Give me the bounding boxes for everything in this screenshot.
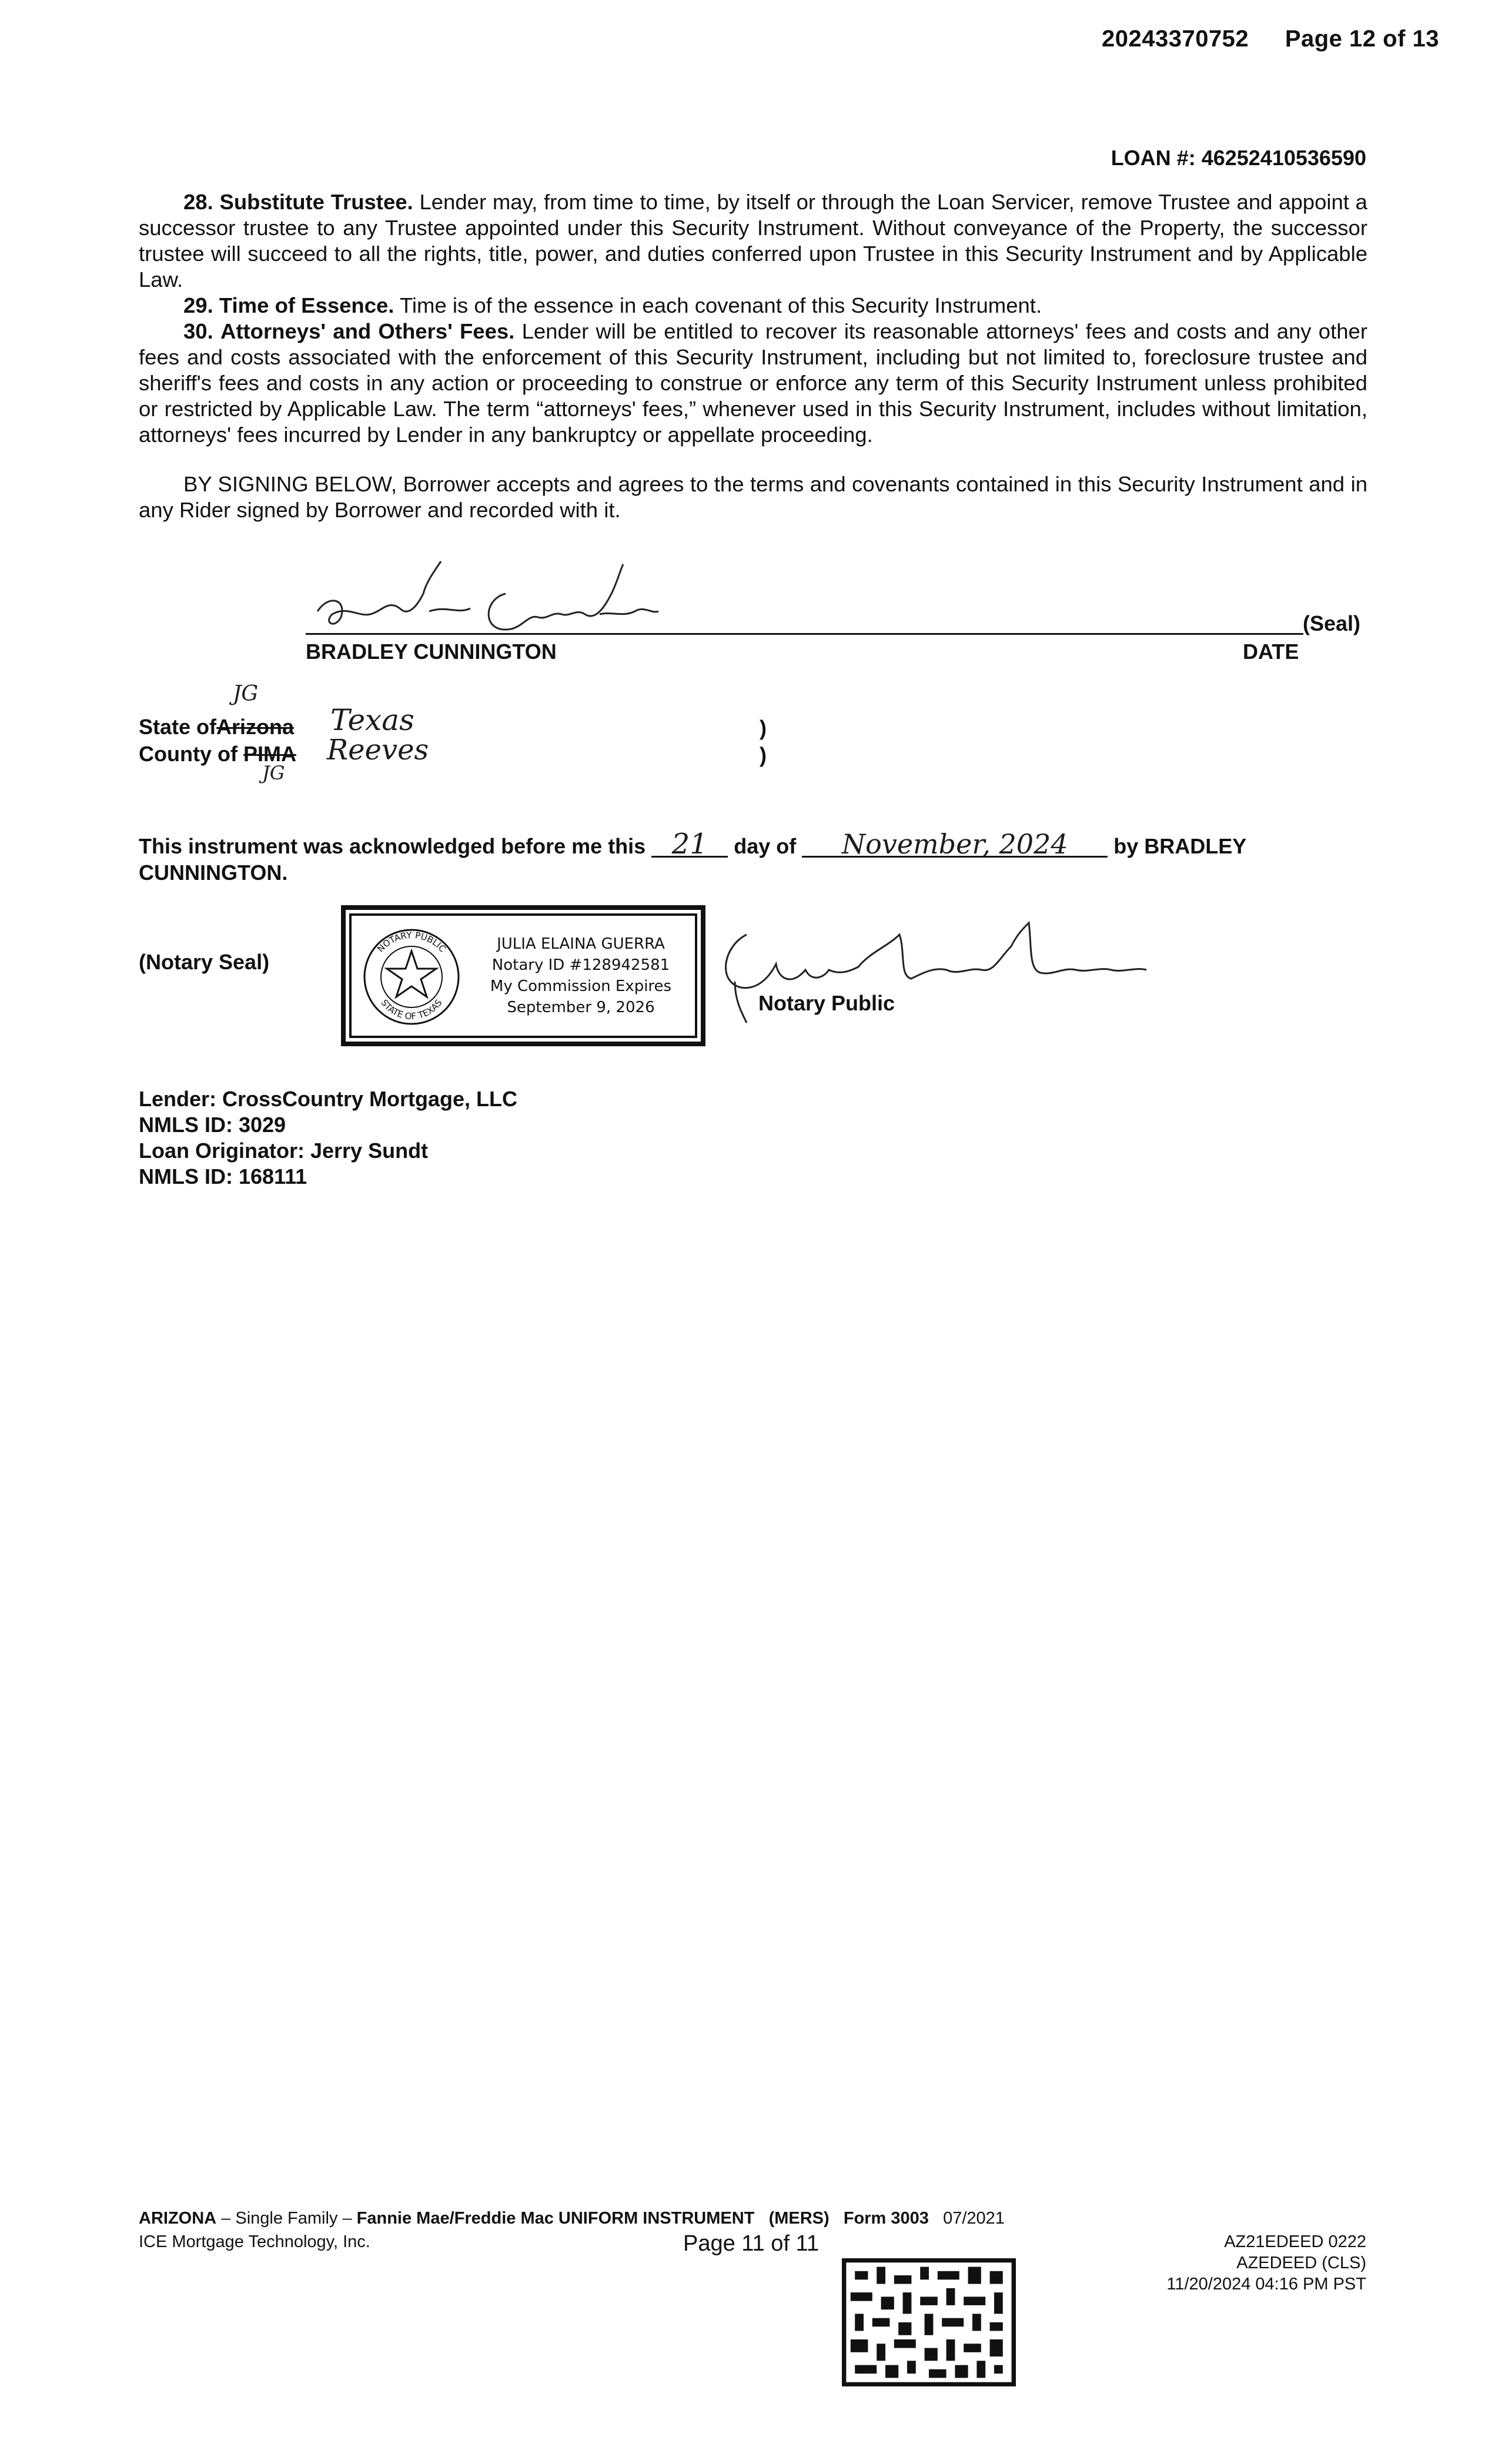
signing-statement-text: BY SIGNING BELOW, Borrower accepts and agrees to the terms and covenants contained in this Security Instrument and in any Rider signed by Borrower and recorded with it. [139, 472, 1367, 522]
state-struck: Arizona [216, 715, 295, 739]
form-date: 07/2021 [943, 2209, 1005, 2228]
paren-state: ) [760, 716, 767, 740]
form-dash: – Single Family – [216, 2209, 357, 2228]
section-number: 29. [183, 293, 213, 317]
county-label: County of [139, 742, 238, 766]
notary-star-seal-icon [360, 925, 463, 1029]
county-handwritten: Reeves [327, 734, 429, 766]
ack-day: 21 [651, 832, 728, 858]
section-29 [139, 293, 1367, 319]
signature-line [306, 633, 1303, 635]
section-30 [139, 319, 1367, 448]
originator-nmls: NMLS ID: 168111 [139, 1164, 307, 1189]
ack-prefix: This instrument was acknowledged before me this [139, 834, 646, 858]
stamp-line: September 9, 2026 [507, 999, 655, 1016]
loan-number: LOAN #: 46252410536590 [1111, 146, 1366, 170]
stamp-text [469, 933, 693, 1018]
ack-name: CUNNINGTON. [139, 861, 288, 885]
paren-county: ) [760, 743, 767, 767]
section-title: Attorneys' and Others' Fees. [220, 319, 515, 343]
section-number: 30. [183, 319, 213, 343]
form-title: Fannie Mae/Freddie Mac UNIFORM INSTRUMENT [356, 2209, 755, 2228]
county-struck: PIMA [243, 742, 296, 766]
notary-public-label: Notary Public [758, 991, 895, 1015]
borrower-name: BRADLEY CUNNINGTON [306, 640, 557, 664]
footer-code-1: AZ21EDEED 0222 [1224, 2232, 1366, 2251]
section-title: Substitute Trustee. [219, 190, 413, 214]
state-handwritten: Texas [330, 703, 414, 737]
acknowledgment [139, 828, 1373, 861]
loan-originator: Loan Originator: Jerry Sundt [139, 1139, 429, 1163]
form-number: Form 3003 [843, 2209, 929, 2228]
section-28 [139, 189, 1367, 293]
form-mers: (MERS) [768, 2209, 830, 2228]
footer-form-line [139, 2208, 1005, 2229]
section-number: 28. [183, 190, 213, 214]
ack-suffix: by BRADLEY [1113, 834, 1247, 858]
footer-company: ICE Mortgage Technology, Inc. [139, 2232, 370, 2251]
stamp-line: My Commission Expires [490, 977, 672, 995]
stamp-line: JULIA ELAINA GUERRA [497, 935, 665, 953]
section-text: Lender may, from time to time, by itself or through the Loan Servicer, remove Trustee and appoint a successor trustee to any Trustee appointed under this Security Instrument. Without conveyance of the Property, the successor trustee will succeed to all the rights, title, power, and duties conferred upon Trustee in this Security Instrument and by Applicable Law. [139, 190, 1367, 292]
state-line [139, 715, 294, 739]
ack-mid: day of [734, 834, 797, 858]
page-header [1102, 26, 1439, 52]
barcode-icon [842, 2258, 1016, 2386]
stamp-ring-bottom: STATE OF TEXAS [379, 997, 444, 1022]
lender-info [139, 1086, 517, 1190]
state-label: State of [139, 715, 217, 739]
covenant-sections [139, 189, 1367, 448]
initials-county: JG [262, 762, 285, 784]
footer-page: Page 11 of 11 [683, 2231, 820, 2256]
footer-timestamp: 11/20/2024 04:16 PM PST [1166, 2275, 1366, 2294]
initials-state: JG [233, 682, 259, 706]
date-label: DATE [1243, 640, 1299, 664]
lender-name: Lender: CrossCountry Mortgage, LLC [139, 1087, 518, 1111]
footer-code-2: AZEDEED (CLS) [1236, 2254, 1366, 2272]
stamp-line: Notary ID #128942581 [491, 956, 670, 974]
signing-statement [139, 471, 1367, 523]
footer-codes [1166, 2231, 1366, 2295]
lender-nmls: NMLS ID: 3029 [139, 1113, 286, 1137]
notary-seal-label: (Notary Seal) [139, 950, 270, 974]
section-text: Time is of the essence in each covenant of this Security Instrument. [394, 293, 1042, 317]
document-number: 20243370752 [1101, 26, 1249, 52]
ack-month-year: November, 2024 [802, 832, 1108, 858]
stamp-ring-top: NOTARY PUBLIC [375, 929, 448, 955]
form-state: ARIZONA [139, 2209, 217, 2228]
section-text: Lender will be entitled to recover its reasonable attorneys' fees and costs and any other fees and costs associated with the enforcement of this Security Instrument, including but not limited to, foreclosure trustee and sheriff's fees and costs in any action or proceeding to construe or enforce any term of this Security Instrument unless prohibited or restricted by Applicable Law. The term “attorneys' fees,” whenever used in this Security Instrument, includes without limitation, attorneys' fees incurred by Lender in any bankruptcy or appellate proceeding. [139, 319, 1367, 447]
seal-label: (Seal) [1303, 611, 1361, 635]
page-indicator: Page 12 of 13 [1285, 26, 1439, 52]
notary-stamp [341, 905, 705, 1046]
section-title: Time of Essence. [219, 293, 394, 317]
